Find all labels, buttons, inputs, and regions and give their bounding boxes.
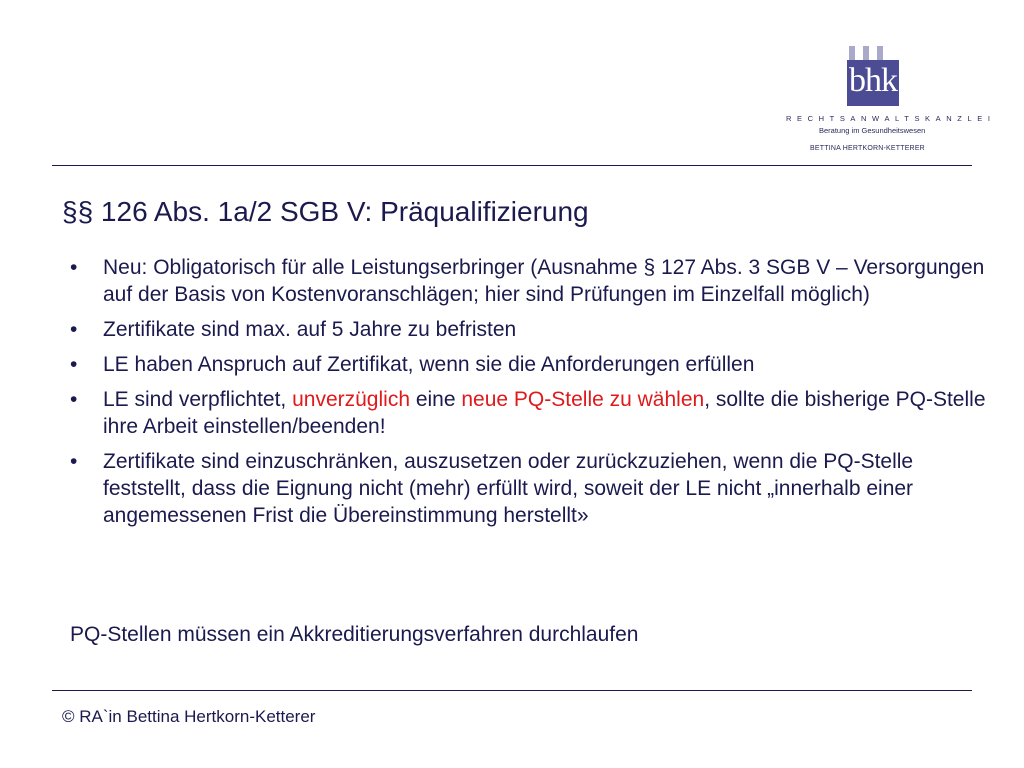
bullet-text: LE haben Anspruch auf Zertifikat, wenn sie die Anforderungen erfüllen <box>103 353 755 376</box>
bullet-text-part: LE sind verpflichtet, <box>103 388 293 411</box>
bullet-dot: • <box>70 256 78 279</box>
bullet-text: Neu: Obligatorisch für alle Leistungserbringer (Ausnahme § 127 Abs. 3 SGB V – Versorgungen auf der Basis von Kostenvoranschlägen; hier sind Prüfungen im Einzelfall möglich) <box>103 256 985 306</box>
bullet-item <box>70 316 990 343</box>
bullet-text-part: , sollte die bisherige PQ-Stelle ihre Arbeit einstellen/beenden! <box>103 388 986 438</box>
bullet-item <box>70 254 990 308</box>
logo-person-name: BETTINA HERTKORN-KETTERER <box>810 145 925 152</box>
closing-statement: PQ-Stellen müssen ein Akkreditierungsverfahren durchlaufen <box>70 623 639 646</box>
footer-divider <box>52 690 972 691</box>
header-divider <box>52 165 972 166</box>
highlight-unverzueglich: unverzüglich <box>292 388 410 411</box>
logo-subtitle: Beratung im Gesundheitswesen <box>819 126 926 135</box>
bullet-list <box>70 254 990 537</box>
bullet-dot: • <box>70 318 78 341</box>
logo-firm-name: RECHTSANWALTSKANZLEI <box>786 114 996 123</box>
bullet-text-part: eine <box>410 388 462 411</box>
firm-logo <box>780 44 996 164</box>
bullet-text: Zertifikate sind max. auf 5 Jahre zu befristen <box>103 318 517 341</box>
bhk-logo-mark <box>847 46 901 108</box>
bullet-text: Zertifikate sind einzuschränken, auszusetzen oder zurückzuziehen, wenn die PQ-Stelle feststellt, dass die Eignung nicht (mehr) erfüllt wird, soweit der LE nicht „innerhalb einer angemessenen Frist die Übereinstimmung herstellt» <box>103 450 914 527</box>
logo-letters: bhk <box>849 62 897 99</box>
slide-title: §§ 126 Abs. 1a/2 SGB V: Präqualifizierung <box>62 196 589 227</box>
highlight-neue-pq-stelle: neue PQ-Stelle zu wählen <box>461 388 705 411</box>
bullet-dot: • <box>70 388 78 411</box>
bullet-item <box>70 386 990 440</box>
footer-copyright: © RA`in Bettina Hertkorn-Ketterer <box>62 707 316 726</box>
bullet-dot: • <box>70 450 78 473</box>
bullet-item <box>70 351 990 378</box>
bullet-dot: • <box>70 353 78 376</box>
bullet-item <box>70 448 990 529</box>
